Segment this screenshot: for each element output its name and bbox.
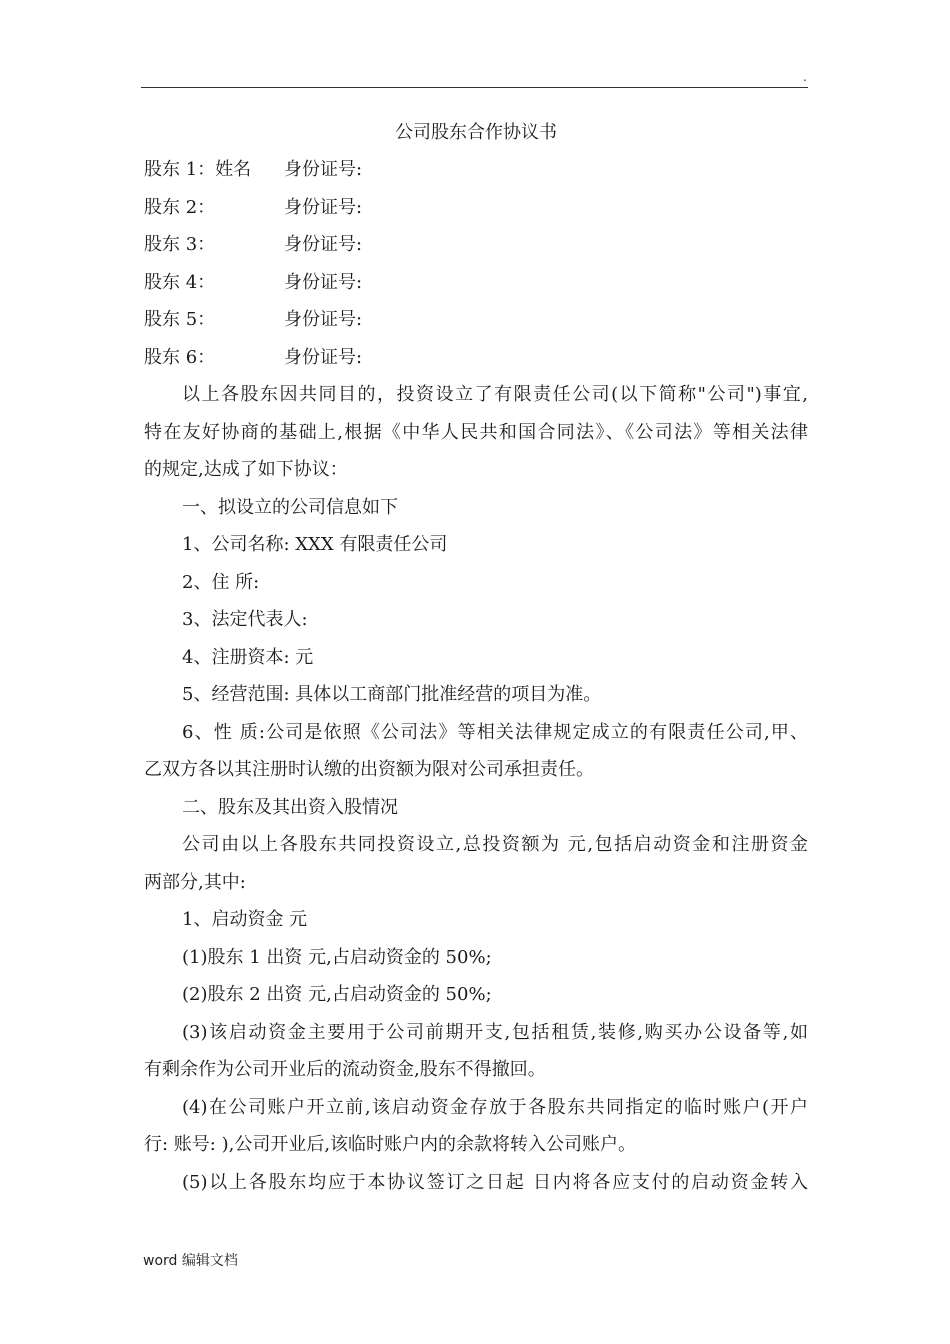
id-number-label: 身份证号: (284, 346, 363, 368)
shareholder-label: 股东 3： (144, 234, 216, 255)
paragraph-line: 3、法定代表人: (182, 609, 308, 630)
section-heading: 一、拟设立的公司信息如下 (182, 496, 398, 518)
paragraph-line: (4)在公司账户开立前,该启动资金存放于各股东共同指定的临时账户(开户 (182, 1096, 808, 1118)
paragraph-line: 以上各股东因共同目的，投资设立了有限责任公司(以下简称"公司")事宜, (182, 384, 808, 405)
paragraph-line: 有剩余作为公司开业后的流动资金,股东不得撤回。 (144, 1059, 546, 1080)
shareholder-row (144, 226, 808, 264)
paragraph-line: 2、住 所: (182, 571, 260, 593)
paragraph-line: (5)以上各股东均应于本协议签订之日起 日内将各应支付的启动资金转入 (182, 1171, 808, 1193)
shareholder-label: 股东 5： (144, 309, 216, 330)
shareholder-label: 股东 6： (144, 346, 216, 368)
shareholder-row (144, 151, 808, 189)
paragraph-line: 公司由以上各股东共同投资设立,总投资额为 元,包括启动资金和注册资金 (182, 834, 808, 855)
shareholder-row (144, 339, 808, 377)
id-number-label: 身份证号: (284, 309, 363, 330)
paragraph-line: (2)股东 2 出资 元,占启动资金的 50%; (182, 984, 492, 1005)
header-dot: . (803, 70, 807, 84)
shareholder-row (144, 189, 808, 227)
paragraph-line: 5、经营范围: 具体以工商部门批准经营的项目为准。 (182, 684, 602, 705)
shareholder-label: 股东 2： (144, 196, 216, 218)
paragraph-line: (1)股东 1 出资 元,占启动资金的 50%; (182, 946, 492, 968)
paragraph-line: 的规定,达成了如下协议： (144, 459, 348, 480)
id-number-label: 身份证号: (284, 196, 363, 218)
paragraph-line: (3)该启动资金主要用于公司前期开支,包括租赁,装修,购买办公设备等,如 (182, 1021, 808, 1043)
document-body (144, 114, 808, 1201)
id-number-label: 身份证号: (284, 271, 363, 293)
shareholder-label: 股东 4： (144, 271, 216, 293)
section-heading: 二、股东及其出资入股情况 (182, 796, 398, 818)
document-title: 公司股东合作协议书 (395, 122, 557, 143)
paragraph-line: 两部分,其中: (144, 871, 246, 893)
paragraph-line: 1、公司名称: XXX 有限责任公司 (182, 534, 448, 555)
paragraph-line: 1、启动资金 元 (182, 909, 308, 930)
shareholder-row (144, 301, 808, 339)
id-number-label: 身份证号: (284, 234, 363, 255)
shareholder-label: 股东 1：姓名 (144, 159, 252, 180)
id-number-label: 身份证号: (284, 159, 363, 180)
paragraph-line: 4、注册资本: 元 (182, 646, 314, 668)
paragraph-line: 6、性 质:公司是依照《公司法》等相关法律规定成立的有限责任公司,甲、 (182, 721, 808, 743)
footer-label: word 编辑文档 (143, 1253, 238, 1269)
shareholder-row (144, 264, 808, 302)
paragraph-line: 行: 账号: ),公司开业后,该临时账户内的余款将转入公司账户。 (144, 1134, 637, 1155)
paragraph-line: 乙双方各以其注册时认缴的出资额为限对公司承担责任。 (144, 759, 594, 780)
paragraph-line: 特在友好协商的基础上,根据《中华人民共和国合同法》、《公司法》等相关法律 (144, 421, 808, 443)
header-rule (141, 87, 808, 88)
